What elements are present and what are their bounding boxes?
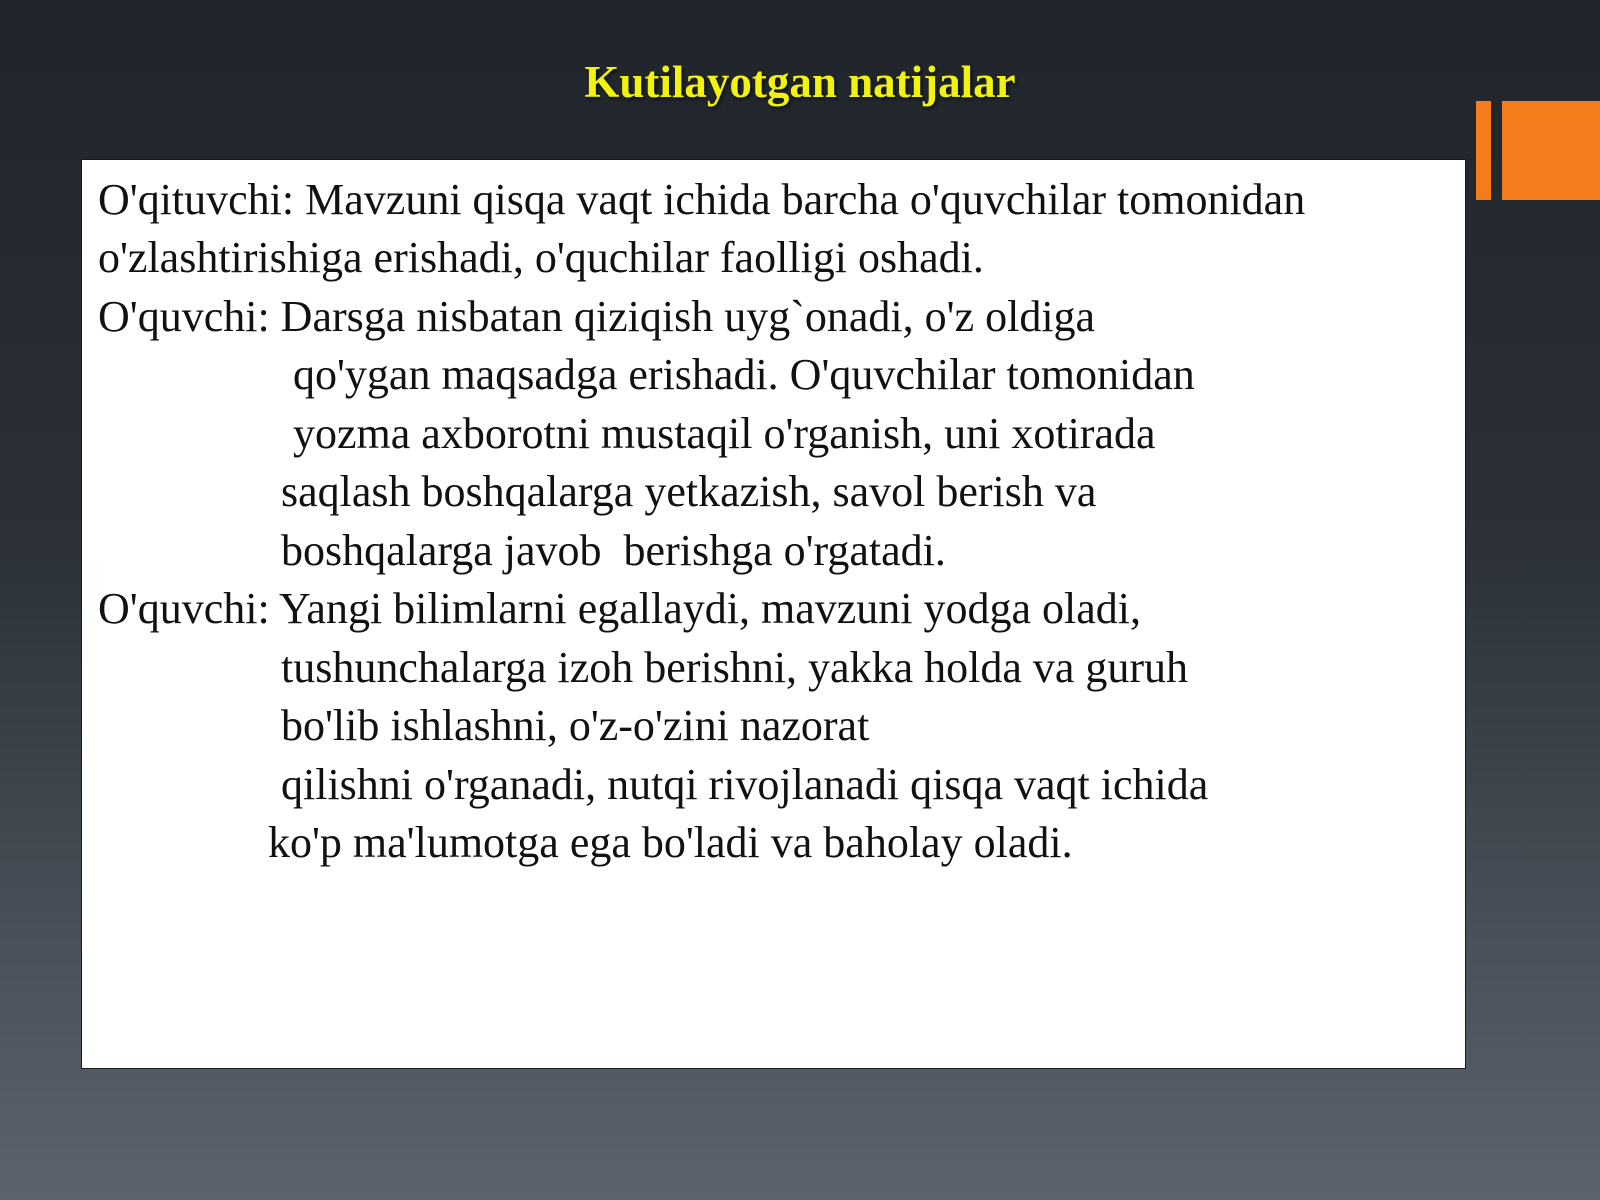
content-box (81, 159, 1466, 1069)
text-line-11: qilishni o'rganadi, nutqi rivojlanadi qisqa vaqt ichida (281, 760, 1209, 809)
text-line-9: tushunchalarga izoh berishni, yakka holda va guruh (281, 643, 1189, 692)
text-line-7: boshqalarga javob berishga o'rgatadi. (281, 526, 946, 575)
accent-bar-thin (1476, 101, 1491, 200)
text-line-8: O'quvchi: Yangi bilimlarni egallaydi, mavzuni yodga oladi, (98, 584, 1141, 633)
text-line-10: bo'lib ishlashni, o'z-o'zini nazorat (281, 701, 870, 750)
text-line-12: ko'p ma'lumotga ega bo'ladi va baholay oladi. (268, 818, 1073, 867)
slide-title: Kutilayotgan natijalar (584, 57, 1016, 107)
text-line-2: o'zlashtirishiga erishadi, o'quchilar faolligi oshadi. (98, 233, 984, 282)
text-line-1: O'qituvchi: Mavzuni qisqa vaqt ichida barcha o'quvchilar tomonidan (98, 175, 1306, 224)
text-line-6: saqlash boshqalarga yetkazish, savol berish va (281, 467, 1097, 516)
text-line-3: O'quvchi: Darsga nisbatan qiziqish uyg`onadi, o'z oldiga (98, 292, 1096, 341)
text-line-5: yozma axborotni mustaqil o'rganish, uni xotirada (293, 409, 1156, 458)
accent-bar-block (1502, 101, 1600, 200)
text-line-4: qo'ygan maqsadga erishadi. O'quvchilar tomonidan (293, 350, 1195, 399)
